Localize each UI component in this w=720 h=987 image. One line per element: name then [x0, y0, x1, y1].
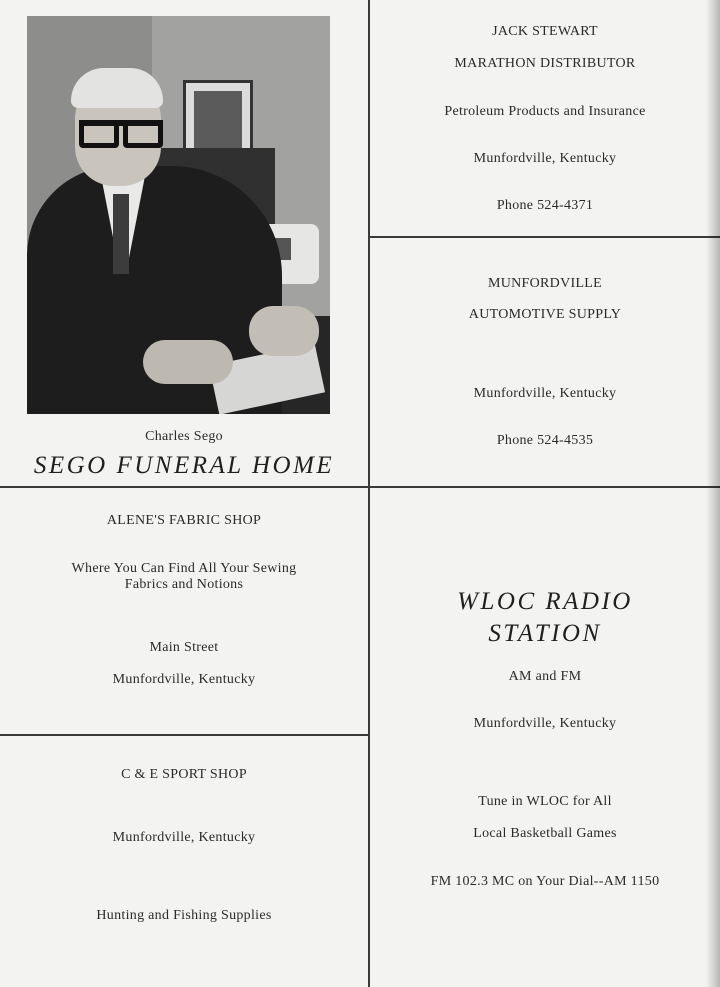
- city-line: Munfordville, Kentucky: [473, 151, 617, 166]
- portrait-photo: [27, 16, 330, 414]
- station-title-line1: WLOC RADIO: [457, 588, 633, 615]
- business-name: ALENE'S FABRIC SHOP: [106, 513, 262, 528]
- street-line: Main Street: [149, 640, 219, 655]
- tagline-line1: Where You Can Find All Your Sewing: [71, 561, 297, 576]
- city-line: Munfordville, Kentucky: [112, 830, 256, 845]
- business-title: MARATHON DISTRIBUTOR: [454, 56, 636, 71]
- tagline-line2: Fabrics and Notions: [124, 577, 244, 592]
- business-name-line2: AUTOMOTIVE SUPPLY: [468, 307, 622, 322]
- eyeglasses: [79, 120, 163, 144]
- page-edge-shadow: [706, 0, 720, 987]
- dial-line: FM 102.3 MC on Your Dial--AM 1150: [430, 874, 660, 889]
- sego-funeral-home-ad: [0, 0, 368, 486]
- jack-stewart-ad: [370, 0, 720, 236]
- phone-line: Phone 524-4535: [496, 433, 594, 448]
- wloc-radio-ad: [370, 488, 720, 987]
- automotive-supply-ad: [370, 238, 720, 486]
- sport-shop-ad: [0, 736, 368, 987]
- business-name-line1: MUNFORDVILLE: [487, 276, 603, 291]
- photo-caption: Charles Sego: [145, 429, 223, 444]
- business-name: SEGO FUNERAL HOME: [33, 452, 335, 479]
- fabric-shop-ad: [0, 488, 368, 734]
- products-line: Petroleum Products and Insurance: [444, 104, 646, 119]
- tagline-line: Hunting and Fishing Supplies: [96, 908, 272, 923]
- city-line: Munfordville, Kentucky: [112, 672, 256, 687]
- bands-line: AM and FM: [508, 669, 582, 684]
- city-line: Munfordville, Kentucky: [473, 386, 617, 401]
- city-line: Munfordville, Kentucky: [473, 716, 617, 731]
- owner-name: JACK STEWART: [492, 24, 598, 39]
- promo-line2: Local Basketball Games: [473, 826, 617, 841]
- promo-line1: Tune in WLOC for All: [478, 794, 612, 809]
- station-title-line2: STATION: [488, 620, 602, 647]
- phone-line: Phone 524-4371: [496, 198, 594, 213]
- business-name: C & E SPORT SHOP: [121, 767, 247, 782]
